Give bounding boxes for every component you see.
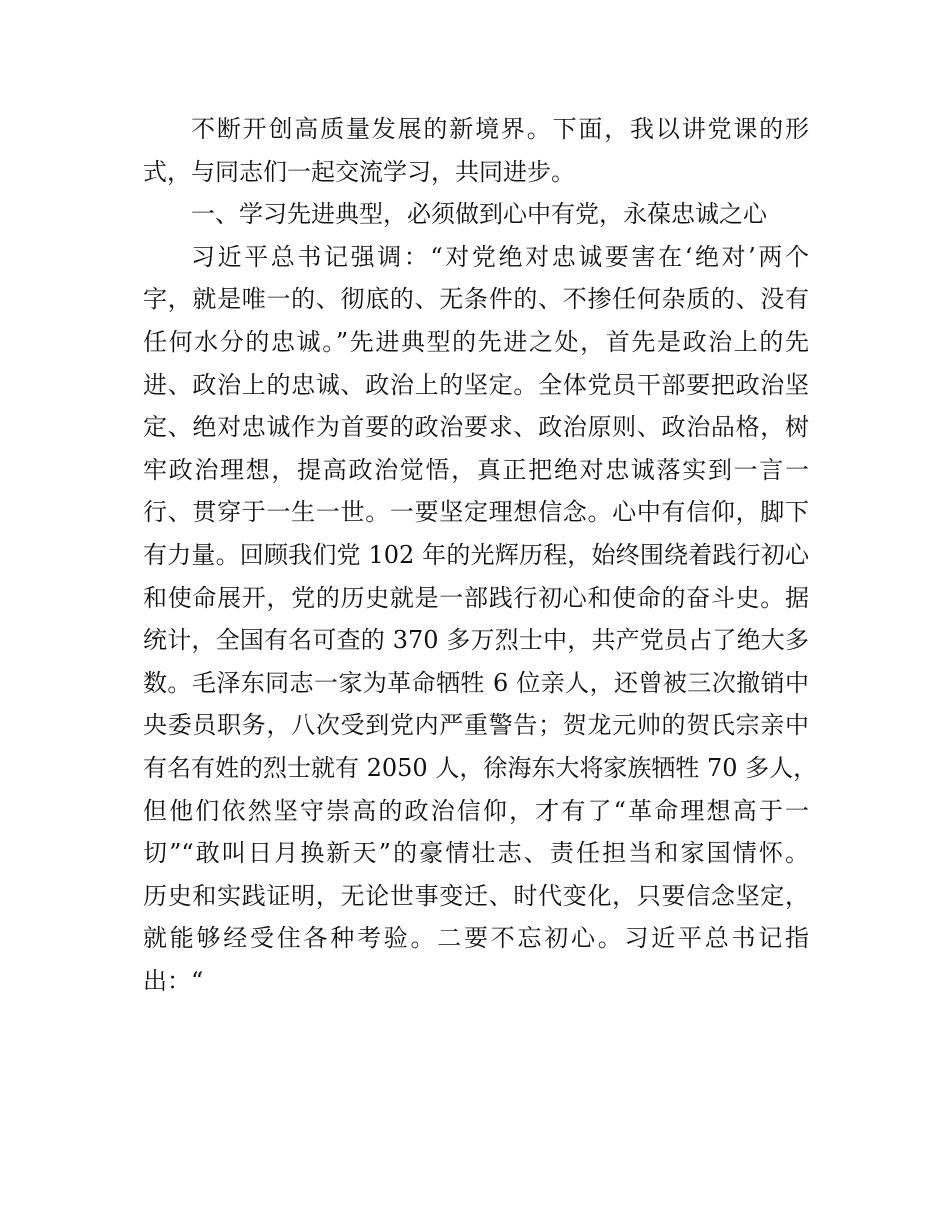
section-heading: 一、学习先进典型，必须做到心中有党，永葆忠诚之心 <box>191 200 767 229</box>
paragraph-line: 就能够经受住各种考验。二要不忘初心。习近平总书记指 <box>143 924 809 953</box>
paragraph-line: 进、政治上的忠诚、政治上的坚定。全体党员干部要把政治坚 <box>143 370 809 399</box>
paragraph-line: 切”“敢叫日月换新天”的豪情壮志、责任担当和家国情怀。 <box>143 839 809 868</box>
paragraph-line: 历史和实践证明，无论世事变迁、时代变化，只要信念坚定， <box>143 881 809 910</box>
paragraph-line: 央委员职务，八次受到党内严重警告；贺龙元帅的贺氏宗亲中 <box>143 711 809 740</box>
paragraph-line: 不断开创高质量发展的新境界。下面，我以讲党课的形 <box>191 115 809 143</box>
paragraph-line: 习近平总书记强调：“对党绝对忠诚要害在‘绝对’两个 <box>191 242 809 271</box>
paragraph-line: 数。毛泽东同志一家为革命牺牲 6 位亲人，还曾被三次撤销中 <box>143 668 809 697</box>
paragraph-line: 但他们依然坚守崇高的政治信仰，才有了“革命理想高于一 <box>143 796 809 825</box>
paragraph-line: 牢政治理想，提高政治觉悟，真正把绝对忠诚落实到一言一 <box>143 455 809 484</box>
paragraph-line: 统计，全国有名可查的 370 多万烈士中，共产党员占了绝大多 <box>143 626 809 655</box>
paragraph-line: 有力量。回顾我们党 102 年的光辉历程，始终围绕着践行初心 <box>143 540 809 569</box>
paragraph-line: 字，就是唯一的、彻底的、无条件的、不掺任何杂质的、没有 <box>143 285 809 314</box>
paragraph-line: 出：“ <box>143 966 204 995</box>
paragraph-line: 任何水分的忠诚。”先进典型的先进之处，首先是政治上的先 <box>143 327 809 356</box>
paragraph-line: 定、绝对忠诚作为首要的政治要求、政治原则、政治品格，树 <box>143 413 809 442</box>
document-body <box>143 108 818 1002</box>
paragraph-line: 式，与同志们一起交流学习，共同进步。 <box>143 157 575 186</box>
paragraph-line: 和使命展开，党的历史就是一部践行初心和使命的奋斗史。据 <box>143 583 809 612</box>
paragraph-line: 有名有姓的烈士就有 2050 人，徐海东大将家族牺牲 70 多人， <box>143 753 818 782</box>
paragraph-line: 行、贯穿于一生一世。一要坚定理想信念。心中有信仰，脚下 <box>143 498 809 527</box>
